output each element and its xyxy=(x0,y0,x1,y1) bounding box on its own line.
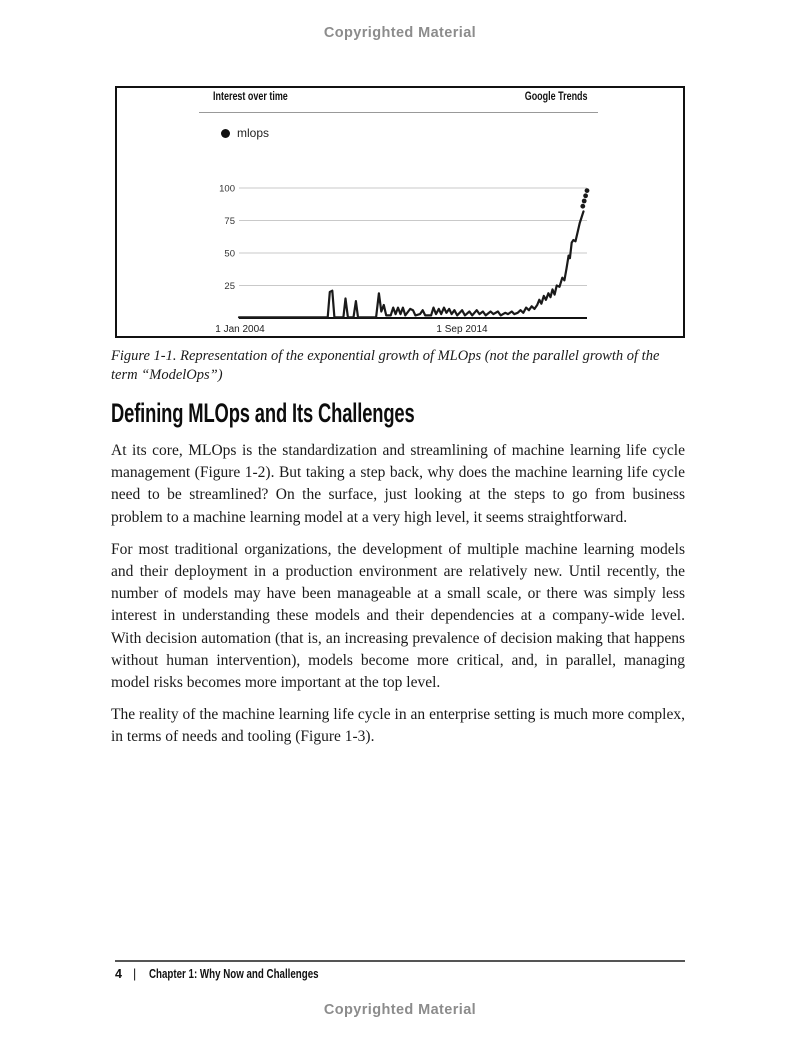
body-text xyxy=(111,440,685,759)
figure-caption: Figure 1-1. Representation of the exponential growth of MLOps (not the parallel growth of the term “ModelOps”) xyxy=(111,348,660,383)
y-gridlines xyxy=(239,188,587,286)
chart-source-label: Google Trends xyxy=(525,91,588,103)
paragraph-1: At its core, MLOps is the standardization and streamlining of machine learning life cycle management (Figure 1-2). But taking a step back, why does the machine learning life cycle need to be streamlined? On the surface, just looking at the steps to go from business problem to a machine learning model at a very high level, it seems straightforward. xyxy=(111,442,685,526)
paragraph-2: For most traditional organizations, the development of multiple machine learning models and their deployment in a production environment are relatively new. Until recently, the number of models may have been manageable at a small scale, or there was simply less interest in understanding these models and their dependencies at a company-wide level. With decision automation (that is, an increasing prevalence of decision making that happens without human intervention), models become more critical, and, in parallel, managing model risks becomes more important at the top level. xyxy=(111,540,685,692)
x-tick-mid: 1 Sep 2014 xyxy=(436,324,488,335)
section-heading: Defining MLOps and Its Challenges xyxy=(111,398,415,428)
y-tick-50: 50 xyxy=(224,248,235,260)
page-footer xyxy=(115,967,367,981)
copyright-notice-top: Copyrighted Material xyxy=(323,25,477,41)
footer-separator: | xyxy=(132,967,137,981)
copyright-notice-bottom: Copyrighted Material xyxy=(323,1002,477,1018)
chart-title: Interest over time xyxy=(213,91,288,103)
y-tick-25: 25 xyxy=(224,281,235,292)
trend-line xyxy=(239,211,584,317)
page-number: 4 xyxy=(115,967,122,981)
x-tick-labels xyxy=(215,324,488,335)
footer-rule xyxy=(115,960,685,962)
trend-projection-dots xyxy=(580,188,589,208)
paragraph-3: The reality of the machine learning life cycle in an enterprise setting is much more complex, in terms of needs and tooling (Figure 1-3). xyxy=(111,706,685,746)
trend-chart xyxy=(117,88,683,336)
y-tick-75: 75 xyxy=(224,216,235,227)
y-tick-100: 100 xyxy=(219,183,235,195)
legend-label: mlops xyxy=(237,126,270,140)
y-tick-labels xyxy=(219,184,235,293)
x-tick-start: 1 Jan 2004 xyxy=(215,324,265,335)
figure-1-1-chart xyxy=(115,86,685,338)
chapter-title: Chapter 1: Why Now and Challenges xyxy=(149,967,319,981)
